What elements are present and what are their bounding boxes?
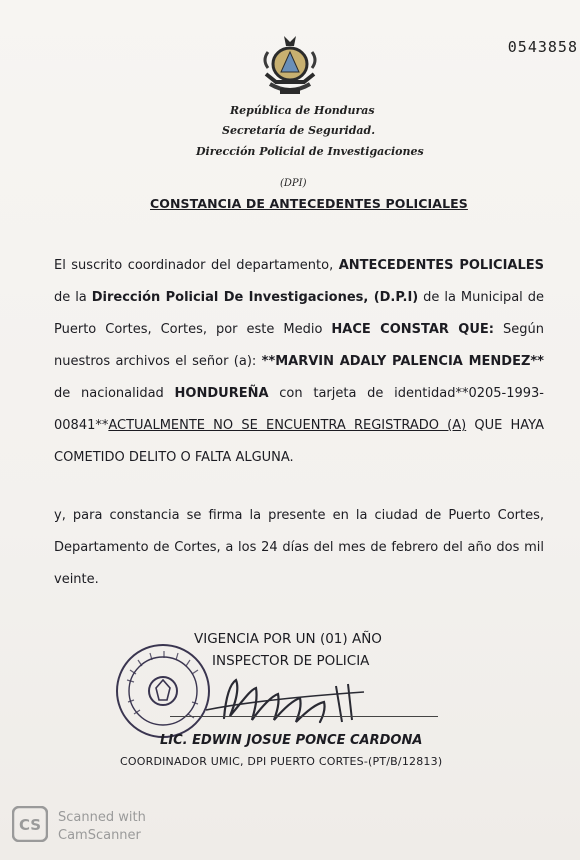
camscanner-logo-text: CS [18,816,42,834]
body-text: de la [54,290,92,305]
document-title: CONSTANCIA DE ANTECEDENTES POLICIALES [150,196,468,211]
serial-number: 0543858 [507,38,578,56]
body-text: El suscrito coordinador del departamento, [54,258,339,273]
handwritten-signature [196,666,376,732]
header-republic: República de Honduras [230,104,375,117]
agency-name: Dirección Policial De Investigaciones, (D.P.I) [91,290,419,305]
body-text: Según nuestros archivos el señor (a): [54,322,544,369]
body-text: de la Municipal de Puerto Cortes, Cortes, por este Medio [54,290,544,337]
header-direction: Dirección Policial de Investigaciones [196,145,424,158]
person-name: **MARVIN ADALY PALENCIA MENDEZ** [261,354,544,369]
header-abbreviation: (DPI) [280,178,307,189]
signing-paragraph: y, para constancia se firma la presente en la ciudad de Puerto Cortes, Departamento de Cortes, a los 24 días del mes de febrero del año dos mil veinte. [54,508,544,587]
header-secretariat: Secretaría de Seguridad. [222,124,376,137]
scanner-watermark-line2: CamScanner [58,828,141,843]
certificate-paragraph [54,250,544,474]
status-statement: ACTUALMENTE NO SE ENCUENTRA REGISTRADO (A) [108,418,467,433]
coat-of-arms-icon [258,34,322,100]
nationality: HONDUREÑA [174,386,269,401]
certify-phrase: HACE CONSTAR QUE: [331,322,494,337]
validity-note: VIGENCIA POR UN (01) AÑO [194,631,382,647]
signature-line [170,716,438,717]
camscanner-logo-icon [12,806,48,842]
body-text: de nacionalidad [54,386,175,401]
scanner-watermark-line1: Scanned with [58,810,146,825]
inspector-title: INSPECTOR DE POLICIA [212,653,370,669]
signatory-role: COORDINADOR UMIC, DPI PUERTO CORTES-(PT/B/12813) [120,755,443,768]
id-number-text: con tarjeta de identidad**0205-1993-00841** [54,386,544,433]
department-name: ANTECEDENTES POLICIALES [338,258,544,273]
body-text: QUE HAYA COMETIDO DELITO O FALTA ALGUNA. [54,418,545,465]
signatory-name: LIC. EDWIN JOSUE PONCE CARDONA [160,733,423,748]
